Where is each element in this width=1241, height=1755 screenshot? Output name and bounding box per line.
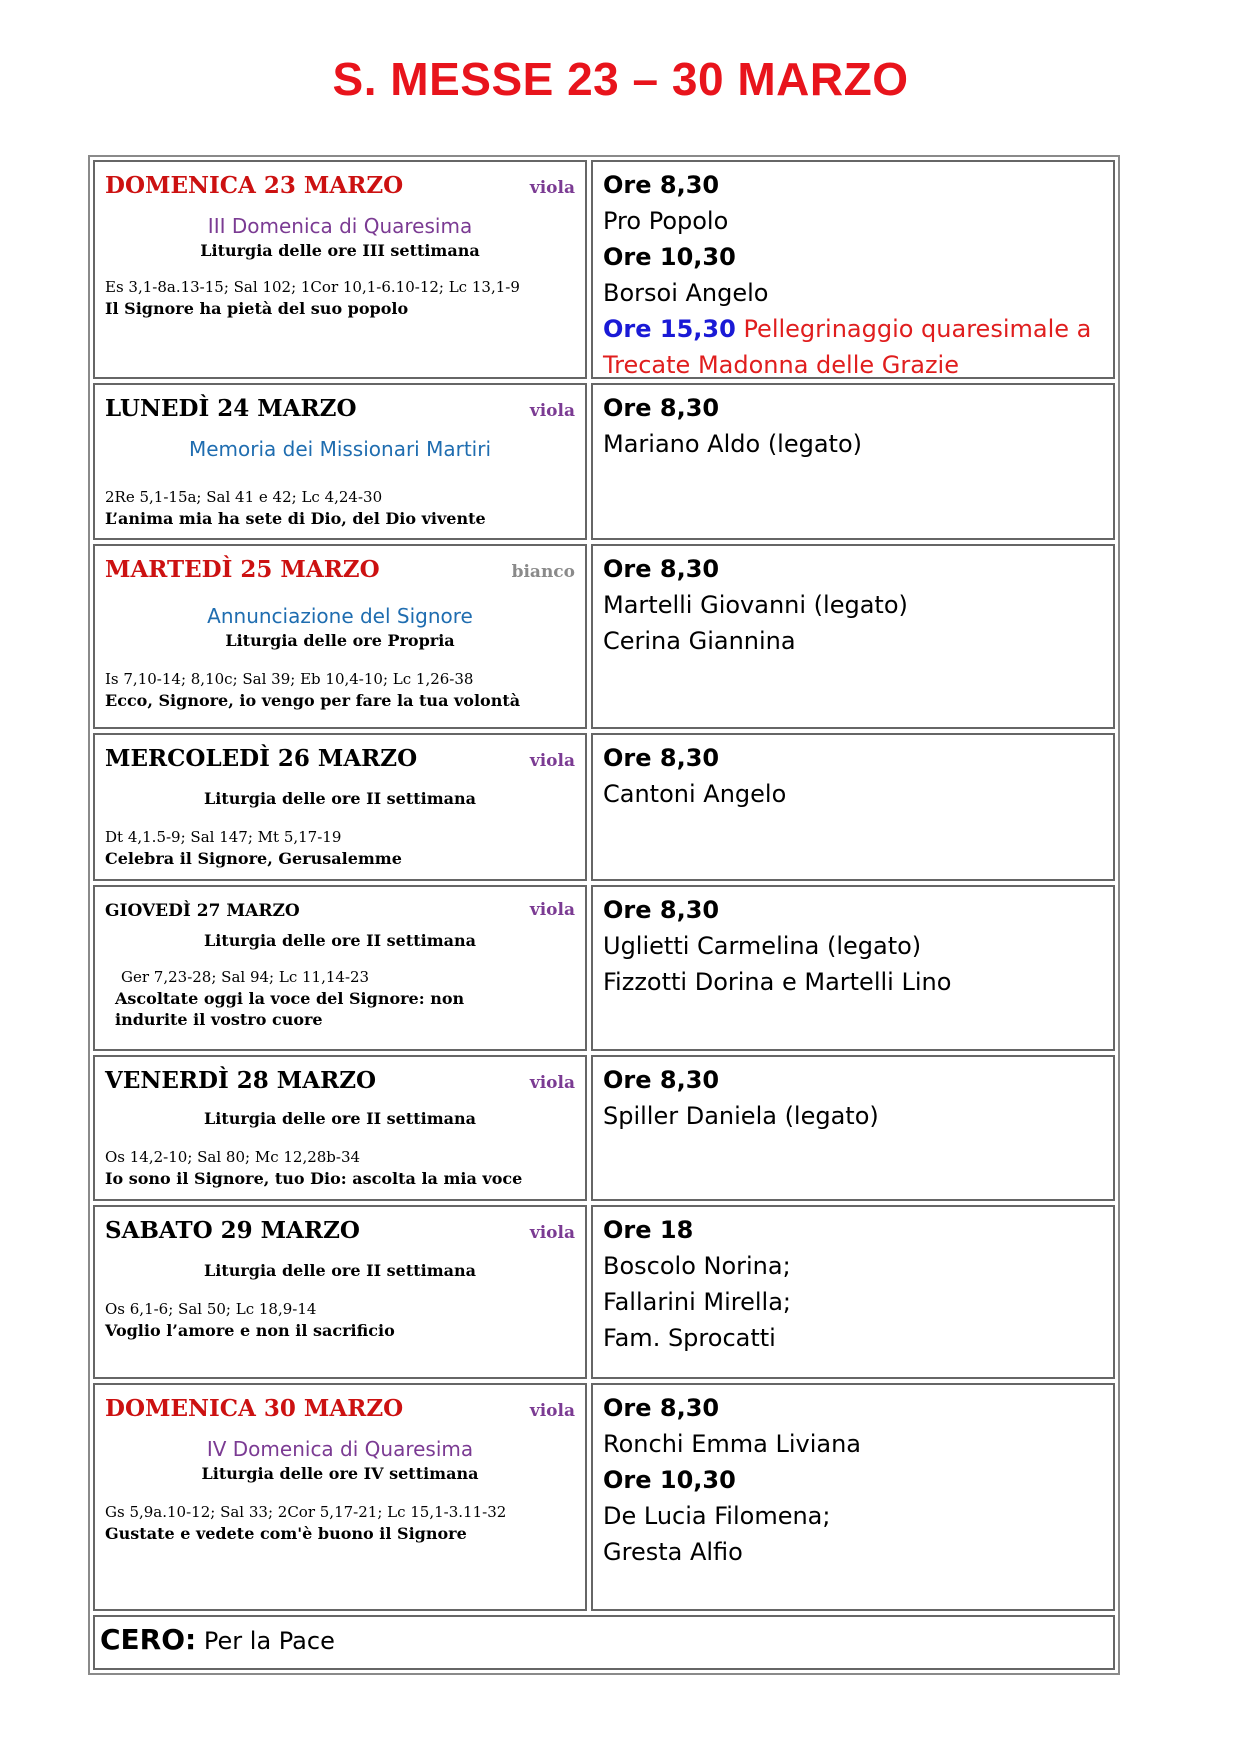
page-title: S. MESSE 23 – 30 MARZO (332, 53, 909, 105)
mass-cell-lunedi-24 (591, 383, 1115, 540)
day-cell-giovedi-27 (93, 885, 587, 1051)
mass-intention: Ronchi Emma Liviana (603, 1430, 861, 1458)
day-cell-mercoledi-26 (93, 733, 587, 881)
day-name: VENERDÌ 28 MARZO (105, 1067, 377, 1094)
mass-intention: Borsoi Angelo (603, 279, 769, 307)
antiphon: Gustate e vedete com'è buono il Signore (105, 1524, 467, 1543)
readings: Es 3,1-8a.13-15; Sal 102; 1Cor 10,1-6.10-12; Lc 13,1-9 (105, 278, 520, 296)
mass-intention: Gresta Alfio (603, 1538, 743, 1566)
pilgrimage-note: Trecate Madonna delle Grazie (603, 351, 959, 379)
feast-title: III Domenica di Quaresima (207, 214, 473, 238)
mass-intention: Martelli Giovanni (legato) (603, 591, 908, 619)
day-name: SABATO 29 MARZO (105, 1217, 360, 1244)
feast-title: IV Domenica di Quaresima (206, 1437, 474, 1461)
mass-cell-venerdi-28 (591, 1055, 1115, 1201)
liturgy-hours: Liturgia delle ore Propria (225, 631, 455, 650)
day-cell-sabato-29 (93, 1205, 587, 1379)
liturgical-color: viola (529, 178, 575, 198)
readings: Os 14,2-10; Sal 80; Mc 12,28b-34 (105, 1148, 361, 1166)
cero-text: Per la Pace (203, 1627, 335, 1655)
mass-hour: Ore 8,30 (603, 1394, 720, 1422)
liturgical-color: viola (529, 1401, 575, 1421)
liturgy-hours: Liturgia delle ore II settimana (204, 1109, 476, 1128)
mass-hour: Ore 10,30 (603, 1466, 736, 1494)
mass-hour: Ore 15,30 (603, 315, 736, 343)
mass-intention: Boscolo Norina; (603, 1252, 791, 1280)
cero-row (93, 1615, 1115, 1670)
antiphon: Voglio l’amore e non il sacrificio (105, 1321, 395, 1340)
mass-hour: Ore 8,30 (603, 394, 720, 422)
liturgical-color: viola (529, 751, 575, 771)
feast-title: Memoria dei Missionari Martiri (188, 437, 491, 461)
mass-intention: De Lucia Filomena; (603, 1502, 831, 1530)
antiphon: Io sono il Signore, tuo Dio: ascolta la mia voce (105, 1169, 523, 1188)
cero-label: CERO: (100, 1623, 197, 1656)
day-name: LUNEDÌ 24 MARZO (105, 395, 357, 422)
readings: 2Re 5,1-15a; Sal 41 e 42; Lc 4,24-30 (105, 488, 383, 506)
mass-intention: Cerina Giannina (603, 627, 796, 655)
mass-hour: Ore 8,30 (603, 744, 720, 772)
mass-hour: Ore 18 (603, 1216, 694, 1244)
antiphon: Ecco, Signore, io vengo per fare la tua volontà (105, 691, 521, 710)
mass-cell-giovedi-27 (591, 885, 1115, 1051)
day-name: MERCOLEDÌ 26 MARZO (105, 745, 418, 772)
antiphon: L’anima mia ha sete di Dio, del Dio vivente (105, 509, 486, 528)
mass-intention: Pro Popolo (603, 207, 729, 235)
readings: Ger 7,23-28; Sal 94; Lc 11,14-23 (121, 968, 370, 986)
antiphon: Celebra il Signore, Gerusalemme (105, 849, 402, 868)
liturgical-color: viola (529, 1073, 575, 1093)
day-cell-venerdi-28 (93, 1055, 587, 1201)
mass-intention: Fam. Sprocatti (603, 1324, 776, 1352)
day-name: DOMENICA 30 MARZO (105, 1395, 404, 1422)
readings: Os 6,1-6; Sal 50; Lc 18,9-14 (105, 1300, 317, 1318)
mass-cell-martedi-25 (591, 544, 1115, 729)
day-cell-lunedi-24 (93, 383, 587, 540)
readings: Gs 5,9a.10-12; Sal 33; 2Cor 5,17-21; Lc 15,1-3.11-32 (105, 1503, 507, 1521)
antiphon: Ascoltate oggi la voce del Signore: non indurite il vostro cuore (115, 989, 465, 1029)
antiphon: Il Signore ha pietà del suo popolo (105, 299, 409, 318)
pilgrimage-note: Pellegrinaggio quaresimale a (743, 315, 1092, 343)
mass-intention: Mariano Aldo (legato) (603, 430, 863, 458)
mass-cell-domenica-23 (591, 160, 1115, 379)
readings: Is 7,10-14; 8,10c; Sal 39; Eb 10,4-10; Lc 1,26-38 (105, 670, 474, 688)
liturgical-color: bianco (511, 562, 575, 582)
readings: Dt 4,1.5-9; Sal 147; Mt 5,17-19 (105, 828, 342, 846)
liturgical-color: viola (529, 401, 575, 421)
mass-intention: Cantoni Angelo (603, 780, 787, 808)
mass-intention: Fallarini Mirella; (603, 1288, 792, 1316)
liturgical-color: viola (529, 900, 575, 920)
day-name: GIOVEDÌ 27 MARZO (105, 901, 300, 921)
day-cell-domenica-30 (93, 1383, 587, 1611)
mass-cell-sabato-29 (591, 1205, 1115, 1379)
liturgy-hours: Liturgia delle ore II settimana (204, 1261, 476, 1280)
liturgy-hours: Liturgia delle ore II settimana (204, 789, 476, 808)
liturgy-hours: Liturgia delle ore II settimana (204, 931, 476, 950)
day-name: MARTEDÌ 25 MARZO (105, 556, 380, 583)
mass-hour: Ore 10,30 (603, 243, 736, 271)
liturgical-color: viola (529, 1223, 575, 1243)
day-name: DOMENICA 23 MARZO (105, 172, 404, 199)
mass-intention: Uglietti Carmelina (legato) (603, 932, 922, 960)
feast-title: Annunciazione del Signore (207, 604, 473, 628)
mass-intention: Spiller Daniela (legato) (603, 1102, 879, 1130)
day-cell-martedi-25 (93, 544, 587, 729)
mass-hour: Ore 8,30 (603, 1066, 720, 1094)
liturgy-hours: Liturgia delle ore IV settimana (201, 1464, 479, 1483)
mass-hour: Ore 8,30 (603, 171, 720, 199)
mass-cell-mercoledi-26 (591, 733, 1115, 881)
mass-hour: Ore 8,30 (603, 555, 720, 583)
mass-hour: Ore 8,30 (603, 896, 720, 924)
mass-intention: Fizzotti Dorina e Martelli Lino (603, 968, 952, 996)
mass-cell-domenica-30 (591, 1383, 1115, 1611)
liturgy-hours: Liturgia delle ore III settimana (200, 241, 480, 260)
day-cell-domenica-23 (93, 160, 587, 379)
